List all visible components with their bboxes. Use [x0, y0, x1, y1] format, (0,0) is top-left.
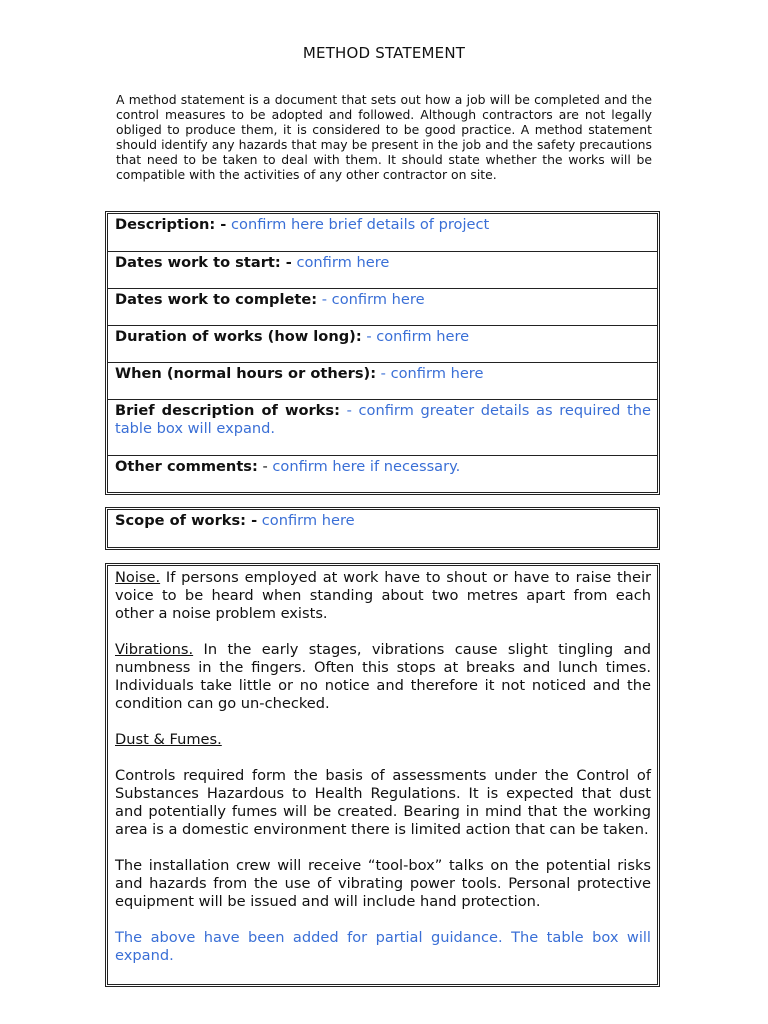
start-date-label: Dates work to start: - — [115, 254, 292, 271]
brief-description-row[interactable] — [108, 400, 657, 456]
vibrations-text: In the early stages, vibrations cause slight tingling and numbness in the fingers. Often this stops at breaks and lunch times. Individuals take little or no notice and therefore it not noticed and the condition can go un-checked. — [115, 641, 651, 712]
intro-paragraph: A method statement is a document that sets out how a job will be completed and the control measures to be adopted and followed. Although contractors are not legally obliged to produce them, it is considered to be good practice. A method statement should identify any hazards that may be present in the job and the safety precautions that need to be taken to deal with them. It should state whether the works will be compatible with the activities of any other contractor on site. — [116, 92, 652, 182]
start-date-value: confirm here — [296, 254, 390, 271]
comments-separator: - — [262, 458, 268, 475]
brief-description-value: confirm greater details as required the table box will expand. — [115, 402, 652, 437]
noise-paragraph — [115, 569, 651, 623]
scope-row[interactable] — [108, 510, 657, 547]
noise-text: If persons employed at work have to shout or have to raise their voice to be heard when standing about two metres apart from each other a noise problem exists. — [115, 569, 652, 622]
complete-date-row[interactable] — [108, 289, 657, 326]
comments-label: Other comments: — [115, 458, 258, 475]
installation-paragraph: The installation crew will receive “tool-box” talks on the potential risks and hazards from the use of vibrating power tools. Personal protective equipment will be issued and will include hand protection. — [115, 857, 651, 910]
scope-value: confirm here — [261, 512, 355, 529]
hours-row[interactable] — [108, 363, 657, 400]
complete-date-label: Dates work to complete: — [115, 291, 318, 308]
description-value: confirm here brief details of project — [231, 216, 490, 233]
page-title: METHOD STATEMENT — [302, 44, 466, 62]
duration-label: Duration of works (how long): — [115, 328, 362, 345]
complete-date-value: - confirm here — [321, 291, 425, 308]
dust-heading: Dust & Fumes. — [115, 731, 222, 748]
details-table — [107, 213, 658, 493]
hazard-notes-box[interactable] — [107, 565, 658, 985]
vibrations-heading: Vibrations. — [115, 641, 194, 658]
comments-row[interactable] — [108, 456, 657, 492]
duration-row[interactable] — [108, 326, 657, 363]
dust-heading-paragraph — [115, 731, 651, 749]
comments-value: confirm here if necessary. — [272, 458, 461, 475]
hours-value: - confirm here — [380, 365, 484, 382]
scope-label: Scope of works: - — [115, 512, 258, 529]
brief-description-separator: - — [346, 402, 352, 419]
hours-label: When (normal hours or others): — [115, 365, 377, 382]
brief-description-label: Brief description of works: — [115, 402, 340, 419]
start-date-row[interactable] — [108, 252, 657, 289]
guidance-paragraph: The above have been added for partial guidance. The table box will expand. — [115, 929, 651, 964]
duration-value: - confirm here — [366, 328, 470, 345]
noise-heading: Noise. — [115, 569, 161, 586]
description-row[interactable] — [108, 214, 657, 252]
description-label: Description: - — [115, 216, 227, 233]
vibrations-paragraph — [115, 641, 651, 713]
scope-table — [107, 509, 658, 548]
controls-paragraph: Controls required form the basis of assessments under the Control of Substances Hazardous to Health Regulations. It is expected that dust and potentially fumes will be created. Bearing in mind that the working area is a domestic environment there is limited action that can be taken. — [115, 767, 651, 838]
